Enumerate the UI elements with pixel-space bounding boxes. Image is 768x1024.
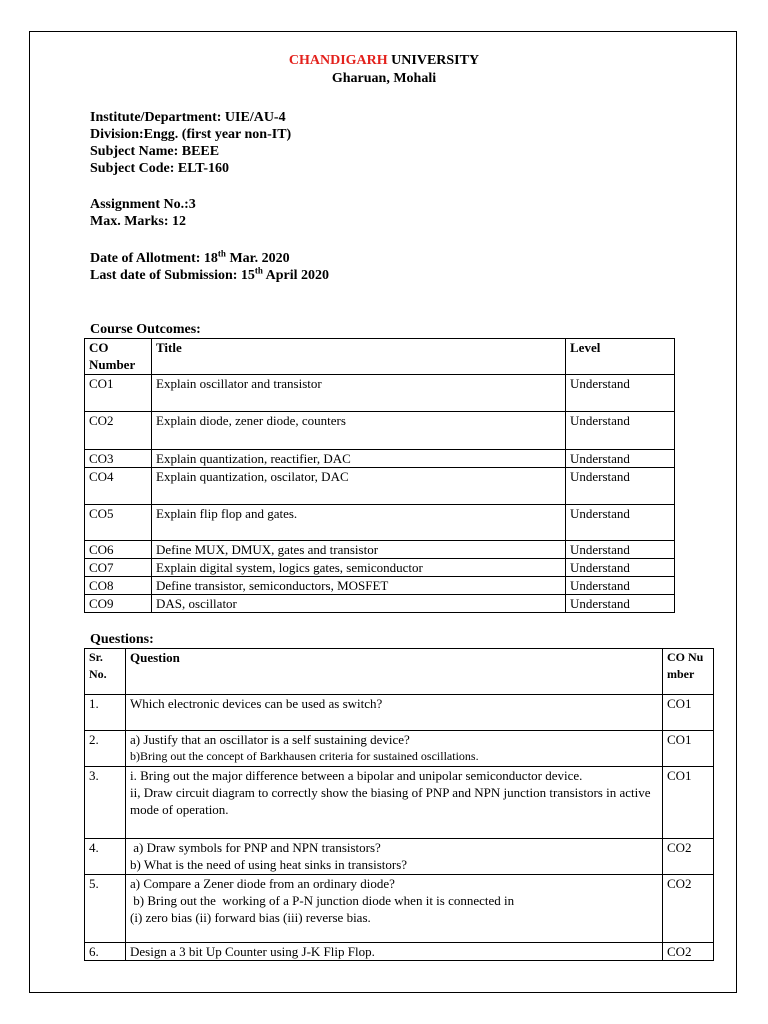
question-line: a) Compare a Zener diode from an ordinary diode? (130, 876, 395, 891)
question-line: a) Draw symbols for PNP and NPN transistors? (130, 840, 381, 855)
university-name-rest: UNIVERSITY (391, 53, 480, 68)
co-title-cell: Explain diode, zener diode, counters (152, 412, 566, 450)
questions-heading: Questions: (90, 632, 154, 647)
co-level-cell: Understand (566, 412, 675, 450)
co-title-cell: Explain flip flop and gates. (152, 505, 566, 541)
question-co-cell: CO1 (663, 767, 714, 839)
question-line: i. Bring out the major difference between a bipolar and unipolar semiconductor device. (130, 768, 583, 783)
question-line: b) Bring out the working of a P-N junction diode when it is connected in (130, 893, 515, 908)
co-level-cell: Understand (566, 541, 675, 559)
co-cell: CO8 (85, 577, 152, 595)
question-line: Which electronic devices can be used as switch? (130, 696, 383, 711)
university-name-red: CHANDIGARH (288, 53, 388, 68)
question-co-cell: CO2 (663, 943, 714, 961)
question-cell (126, 767, 663, 839)
table-row (85, 767, 714, 839)
subject-name-line: Subject Name: BEEE (90, 144, 220, 159)
question-co-cell: CO1 (663, 695, 714, 731)
table-row (85, 577, 675, 595)
co-cell: CO4 (85, 468, 152, 505)
table-row (85, 595, 675, 613)
sr-no-cell: 1. (85, 695, 126, 731)
sr-no-cell: 5. (85, 875, 126, 943)
co-cell: CO1 (85, 375, 152, 412)
co-title-cell: Define transistor, semiconductors, MOSFET (152, 577, 566, 595)
co-title-header: Title (152, 339, 566, 375)
max-marks: Max. Marks: 12 (90, 214, 187, 229)
table-row (85, 505, 675, 541)
question-co-cell: CO2 (663, 875, 714, 943)
university-title (0, 53, 768, 69)
table-row (85, 450, 675, 468)
question-line: ii, Draw circuit diagram to correctly show the biasing of PNP and NPN junction transistors in active mode of operation. (130, 785, 651, 817)
co-cell: CO2 (85, 412, 152, 450)
submission-sup: th (254, 265, 263, 276)
questions-table-header (85, 649, 714, 695)
submission-date (90, 267, 329, 285)
co-title-cell: Explain digital system, logics gates, semiconductor (152, 559, 566, 577)
table-row (85, 375, 675, 412)
sr-no-header: Sr. No. (85, 649, 126, 695)
co-title-cell: Explain quantization, oscilator, DAC (152, 468, 566, 505)
co-cell: CO9 (85, 595, 152, 613)
co-title-cell: Explain quantization, reactifier, DAC (152, 450, 566, 468)
question-line: b)Bring out the concept of Barkhausen criteria for sustained oscillations. (130, 749, 479, 763)
division-line: Division:Engg. (first year non-IT) (90, 127, 292, 142)
co-cell: CO3 (85, 450, 152, 468)
question-co-cell: CO2 (663, 839, 714, 875)
table-row (85, 943, 714, 961)
table-row (85, 541, 675, 559)
university-location: Gharuan, Mohali (331, 71, 437, 86)
submission-prefix: Last date of Submission: 15 (90, 268, 255, 283)
question-cell (126, 839, 663, 875)
co-level-cell: Understand (566, 468, 675, 505)
question-cell (126, 875, 663, 943)
question-line: b) What is the need of using heat sinks in transistors? (130, 857, 408, 872)
question-cell (126, 943, 663, 961)
course-outcomes-heading: Course Outcomes: (90, 322, 201, 337)
table-row (85, 731, 714, 767)
sr-no-cell: 4. (85, 839, 126, 875)
co-number-header: CO Number (85, 339, 152, 375)
question-line: a) Justify that an oscillator is a self sustaining device? (130, 732, 410, 747)
co-level-cell: Understand (566, 450, 675, 468)
assignment-number: Assignment No.:3 (90, 197, 196, 212)
co-level-cell: Understand (566, 375, 675, 412)
sr-no-cell: 2. (85, 731, 126, 767)
co-title-cell: Explain oscillator and transistor (152, 375, 566, 412)
table-row (85, 839, 714, 875)
co-level-cell: Understand (566, 595, 675, 613)
table-row (85, 559, 675, 577)
co-level-header: Level (566, 339, 675, 375)
table-row (85, 468, 675, 505)
question-header: Question (126, 649, 663, 695)
course-outcomes-table (84, 338, 675, 613)
co-level-cell: Understand (566, 577, 675, 595)
co-level-cell: Understand (566, 505, 675, 541)
co-level-cell: Understand (566, 559, 675, 577)
table-row (85, 875, 714, 943)
institute-line: Institute/Department: UIE/AU-4 (90, 110, 286, 125)
sr-no-cell: 6. (85, 943, 126, 961)
question-line: (i) zero bias (ii) forward bias (iii) reverse bias. (130, 910, 371, 925)
co-cell: CO7 (85, 559, 152, 577)
co-number-header: CO Number (663, 649, 714, 695)
questions-table (84, 648, 714, 961)
allotment-suffix: Mar. 2020 (225, 251, 290, 266)
question-line: Design a 3 bit Up Counter using J-K Flip Flop. (130, 944, 375, 959)
co-cell: CO5 (85, 505, 152, 541)
co-title-cell: Define MUX, DMUX, gates and transistor (152, 541, 566, 559)
co-title-cell: DAS, oscillator (152, 595, 566, 613)
submission-suffix: April 2020 (262, 268, 330, 283)
table-row (85, 695, 714, 731)
co-cell: CO6 (85, 541, 152, 559)
allotment-sup: th (217, 248, 226, 259)
question-co-cell: CO1 (663, 731, 714, 767)
question-cell (126, 731, 663, 767)
allotment-prefix: Date of Allotment: 18 (90, 251, 218, 266)
sr-no-cell: 3. (85, 767, 126, 839)
table-row (85, 412, 675, 450)
question-cell (126, 695, 663, 731)
co-table-header (85, 339, 675, 375)
subject-code-line: Subject Code: ELT-160 (90, 161, 229, 176)
